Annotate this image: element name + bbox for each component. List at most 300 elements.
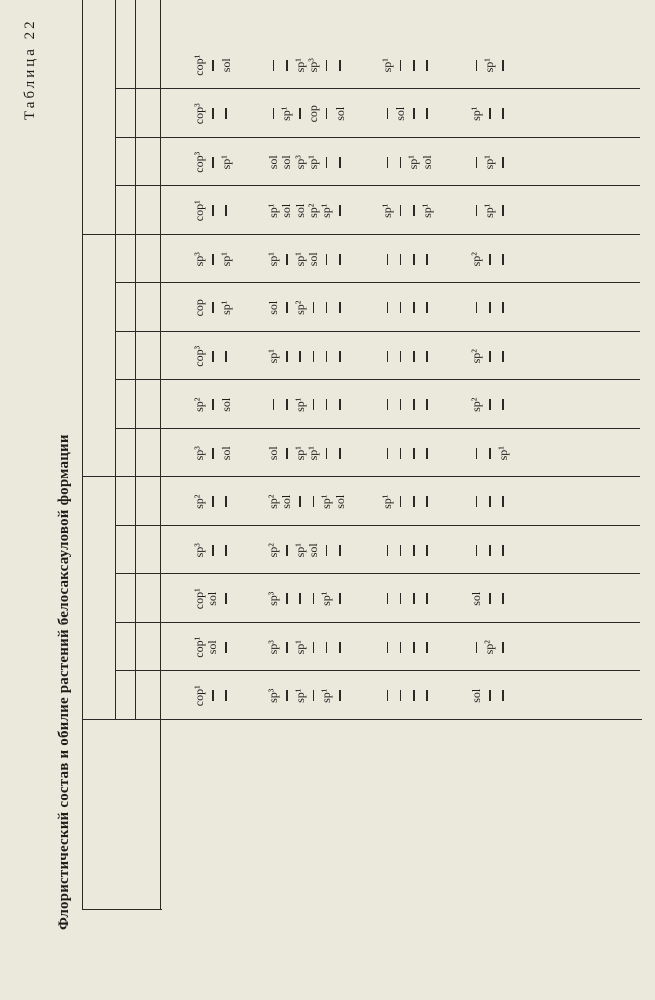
abundance-value: sp¹ bbox=[292, 688, 307, 703]
abundance-cell bbox=[483, 623, 496, 672]
absent-dash bbox=[476, 157, 478, 168]
abundance-cell bbox=[496, 187, 509, 236]
abundance-cell bbox=[206, 284, 219, 333]
abundance-cell bbox=[320, 284, 333, 333]
abundance-cell bbox=[220, 187, 233, 236]
abundance-cell bbox=[333, 623, 346, 672]
abundance-cell bbox=[496, 41, 509, 90]
abundance-cell bbox=[483, 672, 496, 721]
absent-dash bbox=[225, 108, 227, 119]
absent-dash bbox=[313, 351, 315, 362]
absent-dash bbox=[426, 690, 428, 701]
abundance-cell bbox=[307, 284, 320, 333]
absent-dash bbox=[225, 205, 227, 216]
abundance-cell bbox=[267, 332, 280, 381]
abundance-cell bbox=[280, 672, 293, 721]
absent-dash bbox=[426, 60, 428, 71]
abundance-cell bbox=[267, 41, 280, 90]
plot-rule bbox=[135, 0, 136, 720]
absent-dash bbox=[313, 302, 315, 313]
abundance-cell bbox=[220, 623, 233, 672]
abundance-value: cop¹ bbox=[192, 685, 207, 707]
abundance-cell bbox=[280, 478, 293, 527]
absent-dash bbox=[400, 254, 402, 265]
abundance-cell bbox=[333, 672, 346, 721]
abundance-value: cop bbox=[192, 299, 207, 317]
abundance-cell bbox=[220, 332, 233, 381]
abundance-cell bbox=[496, 332, 509, 381]
abundance-value: sp¹ bbox=[469, 106, 484, 121]
abundance-cell bbox=[421, 575, 434, 624]
abundance-value: cop¹ bbox=[192, 54, 207, 76]
group-divider bbox=[82, 477, 115, 478]
abundance-value: sp¹ bbox=[495, 446, 510, 461]
abundance-cell bbox=[307, 90, 320, 139]
absent-dash bbox=[426, 545, 428, 556]
abundance-cell bbox=[294, 526, 307, 575]
abundance-cell bbox=[394, 284, 407, 333]
absent-dash bbox=[413, 302, 415, 313]
abundance-cell bbox=[220, 235, 233, 284]
abundance-cell bbox=[407, 575, 420, 624]
abundance-value: sp¹ bbox=[292, 58, 307, 73]
absent-dash bbox=[476, 642, 478, 653]
abundance-value: sp¹ bbox=[419, 203, 434, 218]
abundance-cell bbox=[206, 575, 219, 624]
abundance-value: sol bbox=[266, 446, 281, 461]
abundance-cell bbox=[193, 41, 206, 90]
abundance-cell bbox=[496, 672, 509, 721]
abundance-value: sol bbox=[279, 494, 294, 509]
abundance-cell bbox=[206, 429, 219, 478]
absent-dash bbox=[339, 351, 341, 362]
abundance-cell bbox=[381, 284, 394, 333]
abundance-cell bbox=[220, 672, 233, 721]
absent-dash bbox=[326, 545, 328, 556]
absent-dash bbox=[286, 399, 288, 410]
absent-dash bbox=[212, 254, 214, 265]
absent-dash bbox=[476, 205, 478, 216]
abundance-cell bbox=[193, 429, 206, 478]
absent-dash bbox=[502, 60, 504, 71]
abundance-cell bbox=[407, 138, 420, 187]
absent-dash bbox=[489, 448, 491, 459]
abundance-cell bbox=[294, 284, 307, 333]
abundance-cell bbox=[470, 623, 483, 672]
absent-dash bbox=[225, 642, 227, 653]
abundance-cell bbox=[483, 187, 496, 236]
abundance-value: sp¹ bbox=[305, 155, 320, 170]
abundance-value: cop¹ bbox=[192, 588, 207, 610]
abundance-cell bbox=[193, 672, 206, 721]
absent-dash bbox=[426, 108, 428, 119]
abundance-cell bbox=[381, 429, 394, 478]
abundance-cell bbox=[496, 284, 509, 333]
absent-dash bbox=[225, 351, 227, 362]
absent-dash bbox=[286, 351, 288, 362]
abundance-value: sp¹ bbox=[292, 446, 307, 461]
abundance-value: sol bbox=[469, 591, 484, 606]
absent-dash bbox=[400, 545, 402, 556]
abundance-cell bbox=[470, 138, 483, 187]
abundance-cell bbox=[294, 478, 307, 527]
abundance-cell bbox=[280, 332, 293, 381]
abundance-value: sol bbox=[279, 203, 294, 218]
abundance-cell bbox=[320, 332, 333, 381]
abundance-value: sp¹ bbox=[379, 58, 394, 73]
abundance-value: sp² bbox=[482, 640, 497, 655]
abundance-cell bbox=[307, 429, 320, 478]
abundance-cell bbox=[333, 187, 346, 236]
absent-dash bbox=[502, 642, 504, 653]
absent-dash bbox=[339, 205, 341, 216]
abundance-cell bbox=[496, 429, 509, 478]
abundance-value: sp² bbox=[192, 494, 207, 509]
abundance-cell bbox=[294, 381, 307, 430]
abundance-cell bbox=[496, 138, 509, 187]
abundance-cell bbox=[421, 526, 434, 575]
abundance-cell bbox=[381, 526, 394, 575]
abundance-cell bbox=[394, 623, 407, 672]
abundance-value: sp² bbox=[469, 252, 484, 267]
abundance-cell bbox=[193, 478, 206, 527]
abundance-cell bbox=[496, 235, 509, 284]
abundance-cell bbox=[394, 138, 407, 187]
abundance-value: sol bbox=[279, 155, 294, 170]
abundance-cell bbox=[267, 623, 280, 672]
absent-dash bbox=[413, 351, 415, 362]
absent-dash bbox=[387, 254, 389, 265]
abundance-cell bbox=[267, 478, 280, 527]
absent-dash bbox=[286, 642, 288, 653]
abundance-value: sol bbox=[218, 58, 233, 73]
abundance-cell bbox=[421, 623, 434, 672]
abundance-cell bbox=[307, 623, 320, 672]
absent-dash bbox=[502, 157, 504, 168]
absent-dash bbox=[413, 545, 415, 556]
abundance-cell bbox=[483, 381, 496, 430]
absent-dash bbox=[313, 690, 315, 701]
absent-dash bbox=[313, 593, 315, 604]
abundance-value: sol bbox=[419, 155, 434, 170]
absent-dash bbox=[212, 157, 214, 168]
abundance-cell bbox=[307, 672, 320, 721]
abundance-cell bbox=[294, 575, 307, 624]
abundance-cell bbox=[333, 478, 346, 527]
abundance-cell bbox=[333, 138, 346, 187]
abundance-cell bbox=[220, 478, 233, 527]
abundance-cell bbox=[407, 381, 420, 430]
abundance-value: sp³ bbox=[292, 155, 307, 170]
abundance-value: sp² bbox=[469, 397, 484, 412]
absent-dash bbox=[339, 157, 341, 168]
abundance-cell bbox=[407, 187, 420, 236]
absent-dash bbox=[339, 302, 341, 313]
abundance-cell bbox=[381, 138, 394, 187]
absent-dash bbox=[413, 690, 415, 701]
abundance-cell bbox=[381, 478, 394, 527]
absent-dash bbox=[426, 593, 428, 604]
abundance-cell bbox=[307, 332, 320, 381]
abundance-cell bbox=[381, 623, 394, 672]
abundance-cell bbox=[280, 284, 293, 333]
absent-dash bbox=[212, 351, 214, 362]
absent-dash bbox=[212, 496, 214, 507]
abundance-value: sp¹ bbox=[292, 252, 307, 267]
col-sep-stub bbox=[82, 719, 642, 720]
abundance-value: sol bbox=[332, 494, 347, 509]
abundance-value: sp² bbox=[292, 300, 307, 315]
absent-dash bbox=[489, 496, 491, 507]
absent-dash bbox=[413, 496, 415, 507]
abundance-cell bbox=[320, 90, 333, 139]
absent-dash bbox=[476, 545, 478, 556]
abundance-cell bbox=[421, 429, 434, 478]
absent-dash bbox=[212, 690, 214, 701]
abundance-cell bbox=[483, 575, 496, 624]
abundance-value: sp¹ bbox=[292, 543, 307, 558]
abundance-value: cop bbox=[305, 105, 320, 123]
abundance-cell bbox=[320, 526, 333, 575]
abundance-value: cop³ bbox=[192, 345, 207, 367]
abundance-cell bbox=[496, 526, 509, 575]
abundance-value: sp¹ bbox=[482, 58, 497, 73]
abundance-cell bbox=[193, 623, 206, 672]
abundance-cell bbox=[421, 90, 434, 139]
abundance-value: sol bbox=[218, 446, 233, 461]
abundance-cell bbox=[307, 41, 320, 90]
abundance-cell bbox=[206, 41, 219, 90]
abundance-cell bbox=[220, 429, 233, 478]
absent-dash bbox=[299, 593, 301, 604]
abundance-cell bbox=[206, 478, 219, 527]
absent-dash bbox=[387, 399, 389, 410]
absent-dash bbox=[313, 399, 315, 410]
absent-dash bbox=[502, 690, 504, 701]
absent-dash bbox=[489, 690, 491, 701]
abundance-cell bbox=[193, 284, 206, 333]
abundance-value: sp¹ bbox=[218, 155, 233, 170]
abundance-value: sp¹ bbox=[292, 397, 307, 412]
abundance-cell bbox=[470, 381, 483, 430]
absent-dash bbox=[286, 254, 288, 265]
abundance-cell bbox=[320, 672, 333, 721]
abundance-cell bbox=[394, 526, 407, 575]
table-label: Таблица 22 bbox=[22, 18, 38, 120]
absent-dash bbox=[387, 108, 389, 119]
abundance-value: sp² bbox=[266, 543, 281, 558]
abundance-cell bbox=[307, 138, 320, 187]
abundance-cell bbox=[483, 41, 496, 90]
abundance-value: cop¹ bbox=[192, 636, 207, 658]
abundance-cell bbox=[394, 478, 407, 527]
abundance-value: sp¹ bbox=[379, 203, 394, 218]
abundance-cell bbox=[483, 429, 496, 478]
abundance-cell bbox=[333, 235, 346, 284]
table-caption: Флористический состав и обилие растений белосаксауловой формации bbox=[56, 434, 72, 930]
absent-dash bbox=[413, 448, 415, 459]
abundance-cell bbox=[394, 575, 407, 624]
absent-dash bbox=[387, 157, 389, 168]
absent-dash bbox=[326, 642, 328, 653]
abundance-cell bbox=[407, 90, 420, 139]
abundance-cell bbox=[421, 381, 434, 430]
abundance-cell bbox=[483, 478, 496, 527]
abundance-value: sp² bbox=[192, 397, 207, 412]
abundance-cell bbox=[320, 138, 333, 187]
absent-dash bbox=[225, 593, 227, 604]
absent-dash bbox=[387, 448, 389, 459]
abundance-cell bbox=[267, 429, 280, 478]
abundance-cell bbox=[267, 526, 280, 575]
abundance-value: cop¹ bbox=[192, 200, 207, 222]
absent-dash bbox=[326, 302, 328, 313]
abundance-cell bbox=[407, 284, 420, 333]
absent-dash bbox=[273, 108, 275, 119]
abundance-value: sp¹ bbox=[319, 494, 334, 509]
abundance-value: sp¹ bbox=[266, 252, 281, 267]
abundance-cell bbox=[320, 429, 333, 478]
absent-dash bbox=[273, 399, 275, 410]
abundance-cell bbox=[267, 235, 280, 284]
absent-dash bbox=[413, 593, 415, 604]
abundance-value: sp¹ bbox=[218, 300, 233, 315]
abundance-cell bbox=[394, 429, 407, 478]
absent-dash bbox=[387, 351, 389, 362]
abundance-cell bbox=[193, 381, 206, 430]
absent-dash bbox=[413, 60, 415, 71]
abundance-cell bbox=[407, 235, 420, 284]
abundance-value: sp¹ bbox=[218, 252, 233, 267]
absent-dash bbox=[400, 205, 402, 216]
abundance-cell bbox=[470, 526, 483, 575]
abundance-value: cop³ bbox=[192, 151, 207, 173]
abundance-cell bbox=[333, 284, 346, 333]
abundance-cell bbox=[206, 138, 219, 187]
absent-dash bbox=[502, 351, 504, 362]
abundance-cell bbox=[193, 332, 206, 381]
absent-dash bbox=[387, 593, 389, 604]
absent-dash bbox=[286, 302, 288, 313]
abundance-value: sol bbox=[218, 397, 233, 412]
abundance-value: sp¹ bbox=[319, 688, 334, 703]
abundance-value: sp² bbox=[305, 203, 320, 218]
absent-dash bbox=[326, 448, 328, 459]
absent-dash bbox=[212, 302, 214, 313]
abundance-cell bbox=[280, 623, 293, 672]
abundance-value: sp¹ bbox=[406, 155, 421, 170]
abundance-value: sp³ bbox=[192, 446, 207, 461]
abundance-cell bbox=[294, 138, 307, 187]
abundance-cell bbox=[394, 672, 407, 721]
abundance-cell bbox=[470, 235, 483, 284]
abundance-cell bbox=[267, 187, 280, 236]
abundance-value: sp³ bbox=[305, 58, 320, 73]
abundance-cell bbox=[470, 187, 483, 236]
abundance-cell bbox=[294, 187, 307, 236]
abundance-cell bbox=[193, 526, 206, 575]
abundance-cell bbox=[421, 284, 434, 333]
abundance-cell bbox=[381, 41, 394, 90]
abundance-cell bbox=[206, 623, 219, 672]
absent-dash bbox=[326, 351, 328, 362]
absent-dash bbox=[400, 399, 402, 410]
abundance-value: sp³ bbox=[266, 688, 281, 703]
absent-dash bbox=[413, 205, 415, 216]
abundance-value: sol bbox=[305, 252, 320, 267]
abundance-value: sol bbox=[393, 106, 408, 121]
abundance-cell bbox=[220, 575, 233, 624]
abundance-value: sp³ bbox=[266, 640, 281, 655]
abundance-cell bbox=[294, 235, 307, 284]
absent-dash bbox=[286, 690, 288, 701]
abundance-cell bbox=[470, 429, 483, 478]
abundance-cell bbox=[307, 575, 320, 624]
absent-dash bbox=[426, 399, 428, 410]
absent-dash bbox=[400, 496, 402, 507]
abundance-cell bbox=[333, 41, 346, 90]
abundance-cell bbox=[470, 90, 483, 139]
absent-dash bbox=[502, 496, 504, 507]
absent-dash bbox=[489, 545, 491, 556]
abundance-cell bbox=[333, 575, 346, 624]
absent-dash bbox=[476, 448, 478, 459]
absent-dash bbox=[426, 448, 428, 459]
absent-dash bbox=[326, 108, 328, 119]
absent-dash bbox=[413, 254, 415, 265]
absent-dash bbox=[476, 60, 478, 71]
absent-dash bbox=[225, 545, 227, 556]
abundance-cell bbox=[470, 41, 483, 90]
absent-dash bbox=[413, 399, 415, 410]
abundance-cell bbox=[381, 90, 394, 139]
absent-dash bbox=[400, 302, 402, 313]
abundance-cell bbox=[407, 526, 420, 575]
abundance-value: sol bbox=[205, 640, 220, 655]
abundance-value: sol bbox=[266, 300, 281, 315]
abundance-cell bbox=[220, 90, 233, 139]
abundance-cell bbox=[280, 138, 293, 187]
absent-dash bbox=[339, 642, 341, 653]
abundance-value: sp³ bbox=[192, 543, 207, 558]
abundance-cell bbox=[280, 187, 293, 236]
abundance-cell bbox=[483, 138, 496, 187]
abundance-value: sp² bbox=[266, 494, 281, 509]
abundance-cell bbox=[333, 90, 346, 139]
absent-dash bbox=[212, 205, 214, 216]
abundance-cell bbox=[220, 138, 233, 187]
absent-dash bbox=[225, 496, 227, 507]
absent-dash bbox=[502, 108, 504, 119]
top-rule bbox=[82, 0, 83, 910]
absent-dash bbox=[313, 642, 315, 653]
abundance-cell bbox=[394, 187, 407, 236]
abundance-cell bbox=[394, 90, 407, 139]
abundance-cell bbox=[220, 41, 233, 90]
absent-dash bbox=[476, 302, 478, 313]
abundance-cell bbox=[206, 235, 219, 284]
absent-dash bbox=[299, 496, 301, 507]
abundance-cell bbox=[280, 41, 293, 90]
absent-dash bbox=[326, 60, 328, 71]
absent-dash bbox=[426, 351, 428, 362]
abundance-cell bbox=[333, 526, 346, 575]
abundance-cell bbox=[421, 672, 434, 721]
abundance-cell bbox=[407, 332, 420, 381]
abundance-cell bbox=[394, 381, 407, 430]
abundance-value: sp¹ bbox=[266, 203, 281, 218]
absent-dash bbox=[212, 108, 214, 119]
